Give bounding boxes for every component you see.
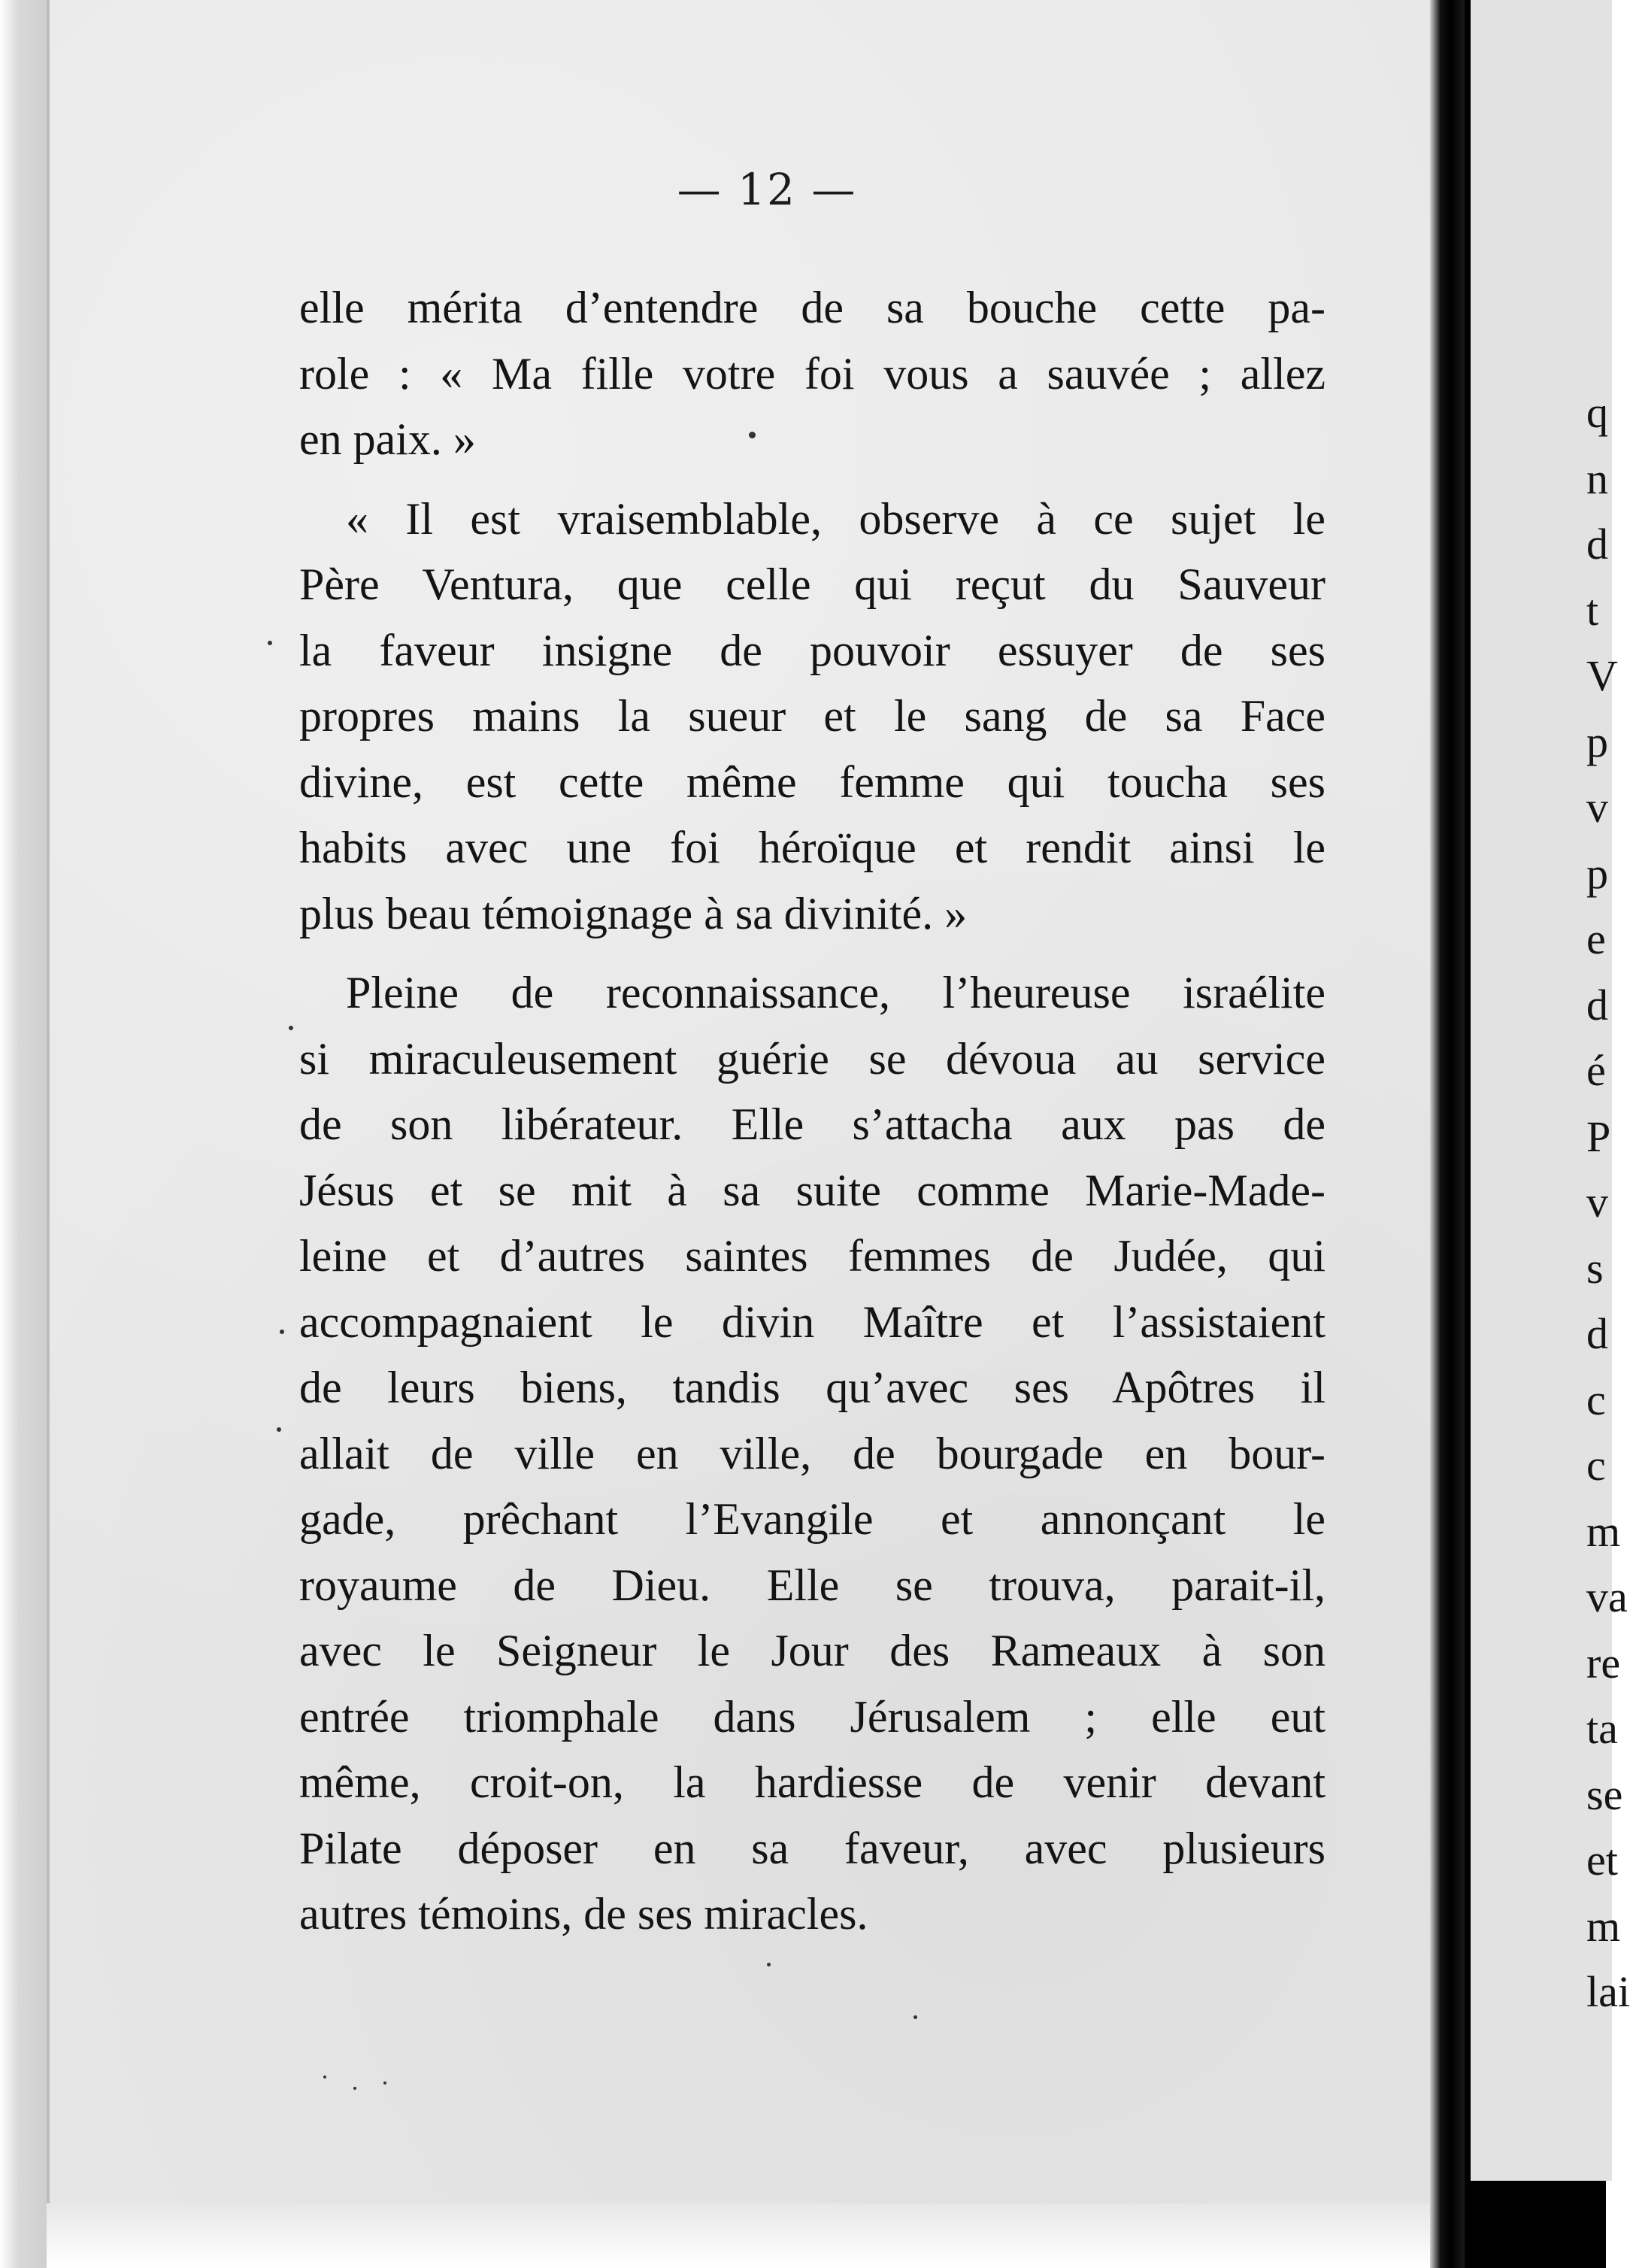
facing-page-fragment: ta bbox=[1586, 1704, 1618, 1753]
text-line: entrée triomphale dans Jérusalem ; elle eut bbox=[299, 1691, 1326, 1742]
text-line: leine et d’autres saintes femmes de Judée, qui bbox=[299, 1231, 1326, 1281]
text-line: la faveur insigne de pouvoir essuyer de ses bbox=[299, 625, 1326, 675]
print-speck bbox=[280, 1330, 284, 1334]
print-speck bbox=[383, 2082, 386, 2085]
facing-page-fragment: q bbox=[1586, 388, 1608, 437]
text-line: Pleine de reconnaissance, l’heureuse israélite bbox=[346, 968, 1326, 1017]
text-line: Père Ventura, que celle qui reçut du Sauveur bbox=[299, 559, 1326, 609]
facing-page-fragment: p bbox=[1586, 717, 1608, 766]
paragraph-gap bbox=[299, 473, 1326, 487]
facing-page-fragment: v bbox=[1586, 783, 1608, 832]
left-page-edge-shadow bbox=[0, 0, 47, 2268]
print-speck bbox=[767, 1963, 771, 1966]
print-speck bbox=[323, 2075, 326, 2078]
facing-page-fragment: va bbox=[1586, 1572, 1628, 1621]
print-speck bbox=[913, 2015, 917, 2019]
text-line: même, croit-on, la hardiesse de venir devant bbox=[299, 1757, 1326, 1807]
text-line: habits avec une foi héroïque et rendit ainsi le bbox=[299, 823, 1326, 872]
facing-page-fragment: lai bbox=[1586, 1967, 1630, 2016]
facing-page-fragment: e bbox=[1586, 914, 1606, 963]
facing-page-fragment: P bbox=[1586, 1111, 1611, 1161]
facing-page-fragment: d bbox=[1586, 1309, 1608, 1358]
facing-page-fragment: d bbox=[1586, 980, 1608, 1029]
text-line: gade, prêchant l’Evangile et annonçant le bbox=[299, 1494, 1326, 1544]
facing-page-fragment: v bbox=[1586, 1178, 1608, 1226]
text-line: avec le Seigneur le Jour des Rameaux à son bbox=[299, 1626, 1326, 1675]
text-line: elle mérita d’entendre de sa bouche cette pa- bbox=[299, 283, 1326, 332]
facing-page-fragment: c bbox=[1586, 1441, 1606, 1490]
print-speck bbox=[289, 1026, 293, 1030]
bottom-right-dark-area bbox=[1465, 2181, 1606, 2268]
text-line: accompagnaient le divin Maître et l’assistaient bbox=[299, 1296, 1326, 1347]
text-line: de son libérateur. Elle s’attacha aux pas de bbox=[299, 1099, 1326, 1149]
facing-page-fragment: c bbox=[1586, 1375, 1606, 1424]
text-line: « Il est vraisemblable, observe à ce sujet le bbox=[346, 493, 1326, 544]
facing-page-fragment: t bbox=[1586, 585, 1599, 635]
text-line: Pilate déposer en sa faveur, avec plusieurs bbox=[299, 1823, 1326, 1873]
facing-page-fragment: se bbox=[1586, 1769, 1623, 1819]
print-speck bbox=[353, 2087, 356, 2090]
text-line: autres témoins, de ses miracles. bbox=[299, 1889, 868, 1939]
bottom-page-margin bbox=[47, 2203, 1430, 2268]
facing-page-fragment: et bbox=[1586, 1836, 1618, 1884]
facing-page-fragment: V bbox=[1586, 651, 1618, 700]
text-line: si miraculeusement guérie se dévoua au service bbox=[299, 1033, 1326, 1084]
text-line: allait de ville en ville, de bourgade en bour- bbox=[299, 1428, 1326, 1478]
print-speck bbox=[268, 641, 272, 645]
text-line: en paix. » bbox=[299, 414, 476, 464]
facing-page-text-fragments bbox=[1586, 380, 1630, 2025]
facing-page-fragment: m bbox=[1586, 1901, 1621, 1951]
page-number: — 12 — bbox=[677, 164, 857, 215]
book-gutter bbox=[1430, 0, 1465, 2268]
print-speck bbox=[277, 1427, 281, 1432]
facing-page-fragment: d bbox=[1586, 520, 1608, 569]
text-line: Jésus et se mit à sa suite comme Marie-Made- bbox=[299, 1165, 1326, 1215]
facing-page-fragment: s bbox=[1586, 1243, 1604, 1293]
facing-page-fragment: re bbox=[1586, 1638, 1621, 1687]
facing-page-fragment: p bbox=[1586, 848, 1608, 898]
text-line: role : « Ma fille votre foi vous a sauvée ; allez bbox=[299, 348, 1326, 399]
paragraph-gap bbox=[299, 947, 1326, 960]
text-line: propres mains la sueur et le sang de sa Face bbox=[299, 691, 1326, 741]
text-line: divine, est cette même femme qui toucha ses bbox=[299, 757, 1326, 807]
body-text bbox=[299, 275, 1326, 1948]
text-line: royaume de Dieu. Elle se trouva, parait-il, bbox=[299, 1560, 1326, 1610]
left-page-edge-line bbox=[47, 0, 50, 2268]
print-speck bbox=[749, 432, 756, 438]
facing-page-fragment: m bbox=[1586, 1506, 1621, 1556]
text-line: plus beau témoignage à sa divinité. » bbox=[299, 888, 968, 938]
text-line: de leurs biens, tandis qu’avec ses Apôtres il bbox=[299, 1363, 1326, 1412]
facing-page-fragment: é bbox=[1586, 1046, 1606, 1095]
facing-page-fragment: n bbox=[1586, 453, 1608, 503]
